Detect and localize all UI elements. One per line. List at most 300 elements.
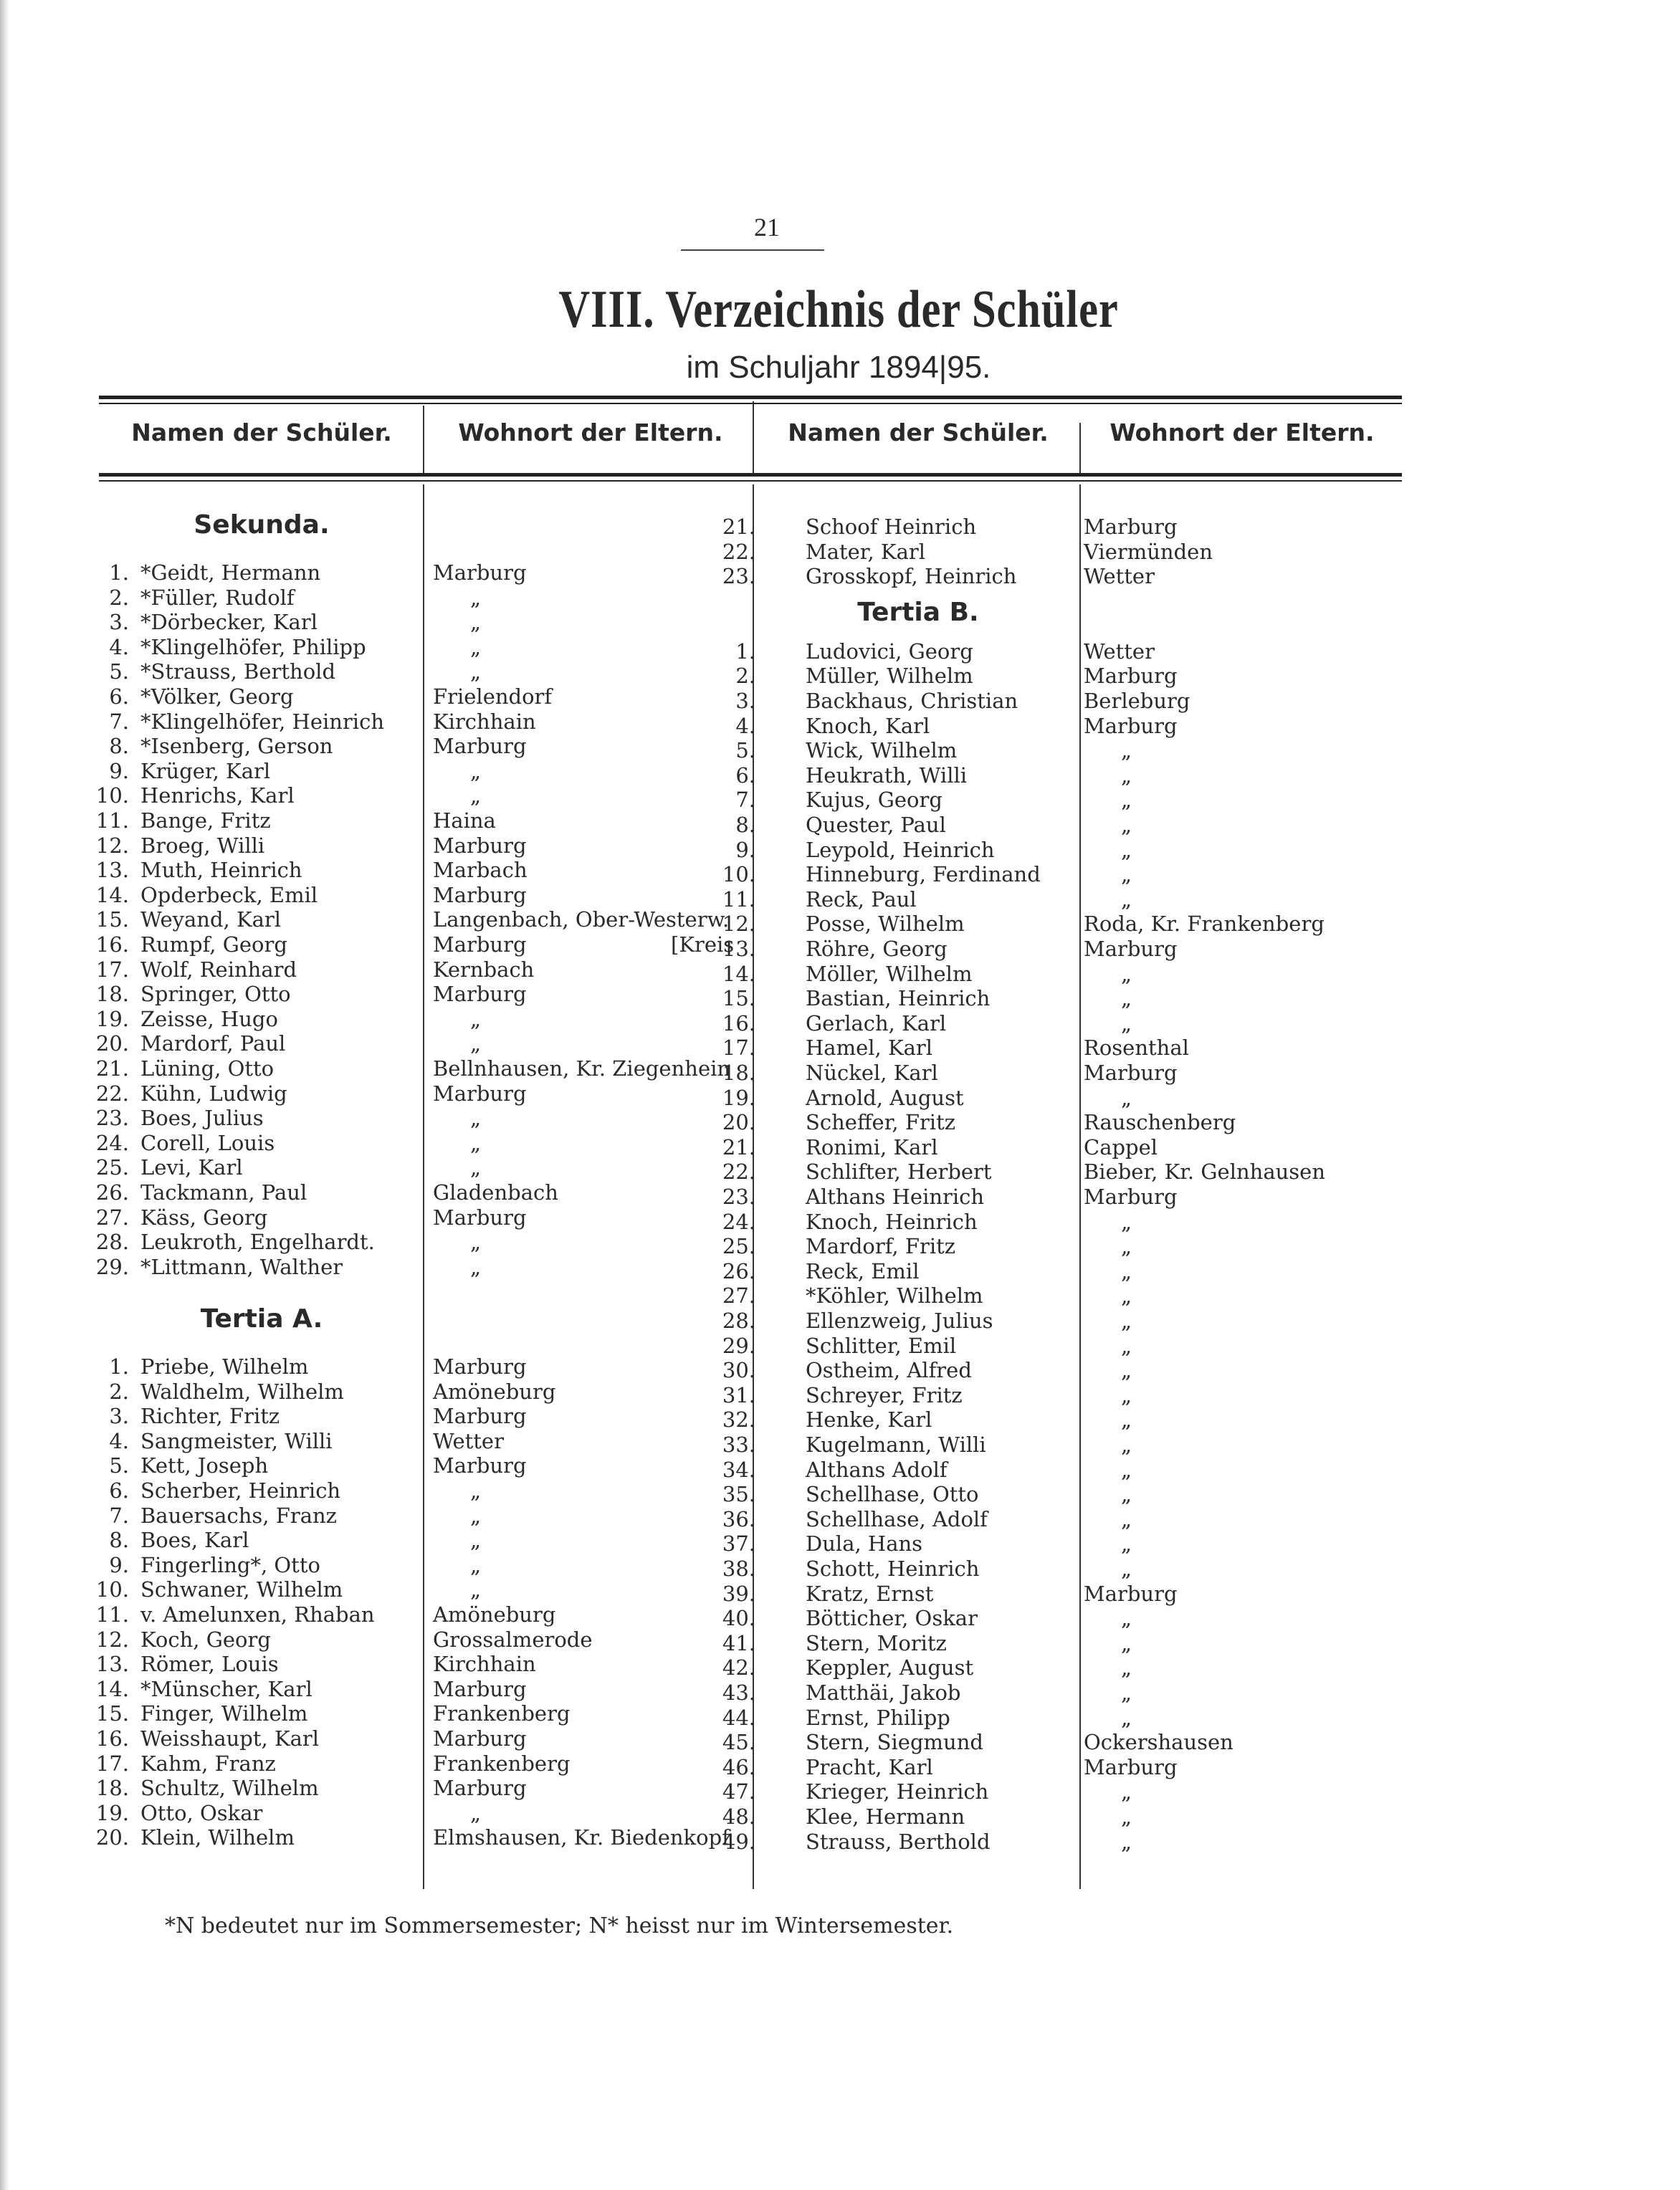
- residence-ditto: „: [1121, 837, 1132, 862]
- student-name: Heukrath, Willi: [806, 762, 968, 788]
- residence: Marburg: [1084, 713, 1178, 738]
- student-number: 19.: [95, 1800, 129, 1825]
- student-number: 11.: [95, 1602, 129, 1627]
- student-number: 25.: [722, 1234, 755, 1259]
- student-number: 3.: [735, 689, 755, 713]
- residence: Marburg: [1084, 664, 1178, 689]
- residence: Wetter: [433, 1428, 504, 1453]
- student-name: Möller, Wilhelm: [806, 961, 973, 986]
- student-number: 14.: [95, 882, 129, 907]
- student-name: Broeg, Willi: [140, 833, 265, 858]
- student-number: 5.: [109, 659, 129, 684]
- student-number: 39.: [722, 1581, 755, 1606]
- student-number: 10.: [95, 1577, 129, 1602]
- student-number: 14.: [95, 1676, 129, 1701]
- page-number: 21: [754, 213, 780, 242]
- student-name: Henke, Karl: [806, 1407, 932, 1433]
- table-top-rule-thin: [99, 403, 1402, 404]
- student-number: 18.: [95, 1776, 129, 1801]
- residence: Ockershausen: [1084, 1730, 1233, 1755]
- student-name: Mardorf, Paul: [140, 1031, 286, 1056]
- student-number: 1.: [109, 1354, 129, 1379]
- student-name: *Littmann, Walther: [140, 1254, 343, 1279]
- student-number: 14.: [722, 961, 755, 986]
- student-number: 6.: [109, 1478, 129, 1503]
- residence: Roda, Kr. Frankenberg: [1084, 912, 1325, 937]
- header-divider-1: [423, 406, 424, 473]
- student-number: 7.: [735, 788, 755, 813]
- student-name: *Klingelhöfer, Heinrich: [140, 709, 384, 734]
- student-name: Knoch, Karl: [806, 713, 930, 738]
- student-name: Gerlach, Karl: [806, 1010, 947, 1036]
- residence-ditto: „: [470, 1478, 482, 1503]
- residence: Elmshausen, Kr. Biedenkopf: [433, 1825, 730, 1850]
- residence: Kernbach: [433, 957, 535, 982]
- residence-ditto: „: [470, 1254, 482, 1279]
- student-name: Müller, Wilhelm: [806, 664, 973, 689]
- student-name: Reck, Paul: [806, 886, 917, 912]
- student-number: 17.: [95, 1751, 129, 1776]
- student-name: Hinneburg, Ferdinand: [806, 862, 1041, 887]
- student-name: Althans Heinrich: [806, 1185, 985, 1209]
- student-name: Schellhase, Otto: [806, 1482, 979, 1507]
- student-name: Römer, Louis: [140, 1652, 279, 1677]
- student-name: Grosskopf, Heinrich: [806, 564, 1017, 589]
- residence-ditto: „: [470, 1503, 482, 1528]
- footnote: *N bedeutet nur im Sommersemester; N* heisst nur im Wintersemester.: [165, 1913, 954, 1938]
- student-name: Keppler, August: [806, 1655, 974, 1680]
- residence-ditto: „: [470, 1031, 482, 1056]
- student-name: Wick, Wilhelm: [806, 738, 958, 763]
- student-name: Schott, Heinrich: [806, 1557, 980, 1581]
- student-name: Koch, Georg: [140, 1627, 271, 1652]
- residence: Haina: [433, 808, 496, 833]
- residence-ditto: „: [1121, 1382, 1132, 1407]
- residence-ditto: „: [470, 585, 482, 610]
- residence: Marburg: [433, 1676, 527, 1701]
- student-name: Ostheim, Alfred: [806, 1358, 972, 1383]
- residence: Frankenberg: [433, 1751, 571, 1776]
- residence-ditto: „: [1121, 1557, 1132, 1581]
- student-name: *Köhler, Wilhelm: [806, 1283, 983, 1309]
- residence: Rosenthal: [1084, 1036, 1189, 1061]
- student-name: Schellhase, Adolf: [806, 1506, 988, 1531]
- residence-ditto: „: [1121, 886, 1132, 912]
- student-number: 18.: [95, 982, 129, 1007]
- student-name: Knoch, Heinrich: [806, 1209, 978, 1234]
- student-name: Bange, Fritz: [140, 808, 271, 833]
- student-name: Käss, Georg: [140, 1205, 268, 1230]
- student-number: 49.: [722, 1829, 755, 1854]
- header-residence-left: Wohnort der Eltern.: [458, 419, 723, 446]
- student-number: 25.: [95, 1155, 129, 1180]
- residence: Gladenbach: [433, 1180, 558, 1205]
- header-divider-3: [1079, 423, 1081, 473]
- residence: Kirchhain: [433, 709, 536, 734]
- residence-ditto: „: [1121, 1606, 1132, 1631]
- student-number: 6.: [735, 762, 755, 788]
- student-number: 1.: [109, 560, 129, 585]
- student-number: 31.: [722, 1382, 755, 1407]
- residence: Kirchhain: [433, 1652, 536, 1677]
- student-number: 13.: [95, 1652, 129, 1677]
- student-number: 40.: [722, 1606, 755, 1631]
- residence-ditto: „: [470, 659, 482, 684]
- student-number: 21.: [722, 1134, 755, 1159]
- residence-ditto: „: [470, 1552, 482, 1577]
- student-number: 19.: [95, 1006, 129, 1031]
- student-number: 3.: [109, 610, 129, 635]
- student-number: 9.: [109, 758, 129, 783]
- student-number: 33.: [722, 1433, 755, 1457]
- student-name: Bötticher, Oskar: [806, 1606, 978, 1631]
- student-number: 18.: [722, 1061, 755, 1085]
- student-name: Tackmann, Paul: [140, 1180, 307, 1205]
- student-name: Weisshaupt, Karl: [140, 1726, 320, 1751]
- student-number: 8.: [735, 813, 755, 837]
- residence: Rauschenberg: [1084, 1110, 1236, 1135]
- student-name: Reck, Emil: [806, 1258, 920, 1283]
- student-name: Schultz, Wilhelm: [140, 1776, 319, 1801]
- residence-ditto: „: [470, 1006, 482, 1031]
- student-number: 16.: [95, 932, 129, 957]
- student-name: Kratz, Ernst: [806, 1581, 934, 1606]
- residence-ditto: „: [1121, 738, 1132, 763]
- student-name: Althans Adolf: [806, 1457, 948, 1482]
- residence-ditto: „: [1121, 1433, 1132, 1457]
- residence: Marburg: [433, 1081, 527, 1106]
- student-name: Scheffer, Fritz: [806, 1110, 956, 1135]
- student-number: 9.: [109, 1552, 129, 1577]
- student-number: 28.: [722, 1309, 755, 1333]
- student-number: 24.: [722, 1209, 755, 1234]
- student-name: *Strauss, Berthold: [140, 659, 336, 684]
- student-number: 15.: [95, 907, 129, 932]
- student-number: 2.: [735, 664, 755, 689]
- residence-ditto: „: [1121, 1630, 1132, 1655]
- residence: Bellnhausen, Kr. Ziegenhein: [433, 1056, 731, 1081]
- student-name: Ludovici, Georg: [806, 639, 973, 664]
- residence-ditto: „: [470, 1106, 482, 1131]
- student-name: *Klingelhöfer, Philipp: [140, 634, 366, 659]
- header-bottom-rule: [99, 473, 1402, 477]
- residence: Bieber, Kr. Gelnhausen: [1084, 1159, 1326, 1185]
- residence-ditto: „: [1121, 862, 1132, 887]
- student-number: 11.: [722, 886, 755, 912]
- student-name: Schlifter, Herbert: [806, 1159, 992, 1185]
- residence-ditto: „: [470, 1577, 482, 1602]
- student-number: 2.: [109, 585, 129, 610]
- residence: Frankenberg: [433, 1701, 571, 1726]
- residence: Marburg: [433, 1354, 527, 1379]
- residence-ditto: „: [1121, 1358, 1132, 1383]
- student-number: 27.: [95, 1205, 129, 1230]
- student-name: Ronimi, Karl: [806, 1134, 938, 1159]
- student-name: Wolf, Reinhard: [140, 957, 297, 982]
- student-number: 9.: [735, 837, 755, 862]
- residence: Marburg: [1084, 1754, 1178, 1779]
- header-names-left: Namen der Schüler.: [131, 419, 392, 446]
- student-name: Levi, Karl: [140, 1155, 243, 1180]
- student-name: Springer, Otto: [140, 982, 291, 1007]
- student-name: Bastian, Heinrich: [806, 986, 991, 1011]
- residence-ditto: „: [470, 634, 482, 659]
- residence: Wetter: [1084, 639, 1155, 664]
- page-number-rule: [681, 249, 824, 251]
- residence-ditto: „: [1121, 1804, 1132, 1829]
- student-number: 15.: [95, 1701, 129, 1726]
- student-number: 22.: [722, 539, 755, 564]
- residence: Marburg: [433, 932, 527, 957]
- residence-ditto: „: [1121, 1506, 1132, 1531]
- student-number: 21.: [722, 515, 755, 539]
- residence: Marburg: [1084, 1185, 1178, 1209]
- residence-ditto: „: [1121, 1655, 1132, 1680]
- student-name: Otto, Oskar: [140, 1800, 263, 1825]
- student-name: Röhre, Georg: [806, 937, 948, 961]
- student-number: 34.: [722, 1457, 755, 1482]
- residence: Wetter: [1084, 564, 1155, 589]
- student-number: 15.: [722, 986, 755, 1011]
- student-number: 23.: [95, 1106, 129, 1131]
- student-number: 20.: [722, 1110, 755, 1135]
- residence-ditto: „: [1121, 1234, 1132, 1259]
- student-name: Priebe, Wilhelm: [140, 1354, 309, 1379]
- student-number: 10.: [95, 783, 129, 808]
- student-name: Henrichs, Karl: [140, 783, 295, 808]
- residence-ditto: „: [1121, 1010, 1132, 1036]
- residence: Marburg: [1084, 937, 1178, 961]
- student-number: 47.: [722, 1779, 755, 1804]
- student-number: 19.: [722, 1085, 755, 1110]
- student-number: 20.: [95, 1825, 129, 1850]
- student-name: Boes, Julius: [140, 1106, 264, 1131]
- student-name: Weyand, Karl: [140, 907, 282, 932]
- residence: Marburg: [433, 560, 527, 585]
- residence-ditto: „: [1121, 1829, 1132, 1854]
- scan-edge: [0, 0, 10, 2190]
- student-name: Stern, Siegmund: [806, 1730, 983, 1755]
- residence-ditto: „: [1121, 1779, 1132, 1804]
- residence-ditto: „: [1121, 1309, 1132, 1333]
- student-name: Klee, Hermann: [806, 1804, 965, 1829]
- student-name: Waldhelm, Wilhelm: [140, 1379, 344, 1404]
- residence: Marburg: [1084, 1581, 1178, 1606]
- residence-ditto: „: [1121, 986, 1132, 1011]
- residence-ditto: „: [1121, 1680, 1132, 1705]
- student-name: Rumpf, Georg: [140, 932, 287, 957]
- page-subtitle: im Schuljahr 1894|95.: [686, 350, 991, 385]
- residence-ditto: „: [470, 758, 482, 783]
- residence-continuation: [Kreis: [671, 932, 735, 957]
- student-name: Klein, Wilhelm: [140, 1825, 295, 1850]
- student-number: 8.: [109, 1528, 129, 1553]
- residence-ditto: „: [1121, 1457, 1132, 1482]
- student-name: Boes, Karl: [140, 1528, 249, 1553]
- student-name: Opderbeck, Emil: [140, 882, 318, 907]
- student-name: Pracht, Karl: [806, 1754, 933, 1779]
- student-number: 4.: [109, 1428, 129, 1453]
- residence-ditto: „: [470, 783, 482, 808]
- student-number: 12.: [722, 912, 755, 937]
- residence-ditto: „: [1121, 1705, 1132, 1730]
- student-name: *Isenberg, Gerson: [140, 734, 333, 759]
- student-number: 32.: [722, 1407, 755, 1433]
- residence: Marburg: [433, 1776, 527, 1801]
- student-name: Ellenzweig, Julius: [806, 1309, 993, 1333]
- residence-ditto: „: [1121, 788, 1132, 813]
- student-number: 21.: [95, 1056, 129, 1081]
- header-residence-right: Wohnort der Eltern.: [1109, 419, 1375, 446]
- residence-ditto: „: [470, 1230, 482, 1255]
- student-number: 13.: [95, 858, 129, 883]
- student-number: 16.: [95, 1726, 129, 1751]
- header-divider-2: [753, 401, 754, 473]
- student-name: Richter, Fritz: [140, 1404, 280, 1429]
- student-number: 16.: [722, 1010, 755, 1036]
- student-name: Strauss, Berthold: [806, 1829, 991, 1854]
- student-name: Mardorf, Fritz: [806, 1234, 956, 1259]
- student-number: 10.: [722, 862, 755, 887]
- student-name: Backhaus, Christian: [806, 689, 1018, 713]
- student-name: Corell, Louis: [140, 1130, 275, 1155]
- student-number: 43.: [722, 1680, 755, 1705]
- residence-ditto: „: [1121, 1333, 1132, 1358]
- residence: Cappel: [1084, 1134, 1158, 1159]
- student-name: Zeisse, Hugo: [140, 1006, 278, 1031]
- student-name: Schwaner, Wilhelm: [140, 1577, 343, 1602]
- student-number: 45.: [722, 1730, 755, 1755]
- residence-ditto: „: [470, 1528, 482, 1553]
- residence: Marburg: [433, 833, 527, 858]
- residence: Marburg: [433, 982, 527, 1007]
- student-name: Kett, Joseph: [140, 1453, 269, 1478]
- student-number: 22.: [722, 1159, 755, 1185]
- student-number: 7.: [109, 709, 129, 734]
- residence-ditto: „: [470, 1155, 482, 1180]
- student-number: 35.: [722, 1482, 755, 1507]
- student-number: 4.: [109, 634, 129, 659]
- student-number: 1.: [735, 639, 755, 664]
- residence-ditto: „: [470, 610, 482, 635]
- student-number: 30.: [722, 1358, 755, 1383]
- student-name: Muth, Heinrich: [140, 858, 302, 883]
- page-title: VIII. Verzeichnis der Schüler: [558, 280, 1119, 339]
- student-name: Schoof Heinrich: [806, 515, 977, 539]
- student-name: Lüning, Otto: [140, 1056, 275, 1081]
- student-name: *Füller, Rudolf: [140, 585, 295, 610]
- student-name: Kahm, Franz: [140, 1751, 276, 1776]
- residence: Grossalmerode: [433, 1627, 593, 1652]
- residence-ditto: „: [1121, 1209, 1132, 1234]
- student-name: Quester, Paul: [806, 813, 946, 837]
- student-number: 22.: [95, 1081, 129, 1106]
- residence-ditto: „: [1121, 1258, 1132, 1283]
- student-number: 11.: [95, 808, 129, 833]
- residence: Marburg: [433, 882, 527, 907]
- residence: Marburg: [433, 1453, 527, 1478]
- student-name: Mater, Karl: [806, 539, 926, 564]
- residence-ditto: „: [1121, 813, 1132, 837]
- residence-ditto: „: [1121, 1283, 1132, 1309]
- student-number: 5.: [109, 1453, 129, 1478]
- residence-ditto: „: [1121, 1407, 1132, 1433]
- table-top-rule: [99, 396, 1402, 399]
- student-number: 38.: [722, 1557, 755, 1581]
- student-name: v. Amelunxen, Rhaban: [140, 1602, 375, 1627]
- student-name: *Geidt, Hermann: [140, 560, 321, 585]
- student-number: 17.: [95, 957, 129, 982]
- student-number: 8.: [109, 734, 129, 759]
- student-number: 5.: [735, 738, 755, 763]
- residence: Berleburg: [1084, 689, 1190, 713]
- section-heading: Sekunda.: [194, 510, 330, 540]
- student-name: Krüger, Karl: [140, 758, 271, 783]
- column-divider-1: [423, 484, 424, 1889]
- residence: Marburg: [433, 1726, 527, 1751]
- student-number: 29.: [95, 1254, 129, 1279]
- student-name: Schlitter, Emil: [806, 1333, 957, 1358]
- student-number: 44.: [722, 1705, 755, 1730]
- student-number: 4.: [735, 713, 755, 738]
- student-name: Ernst, Philipp: [806, 1705, 950, 1730]
- student-number: 27.: [722, 1283, 755, 1309]
- student-name: *Völker, Georg: [140, 684, 294, 709]
- residence-ditto: „: [1121, 1482, 1132, 1507]
- residence: Frielendorf: [433, 684, 553, 709]
- residence: Amöneburg: [433, 1379, 556, 1404]
- student-name: Nückel, Karl: [806, 1061, 938, 1085]
- residence-ditto: „: [470, 1130, 482, 1155]
- residence-ditto: „: [1121, 762, 1132, 788]
- student-number: 37.: [722, 1531, 755, 1557]
- student-name: Schreyer, Fritz: [806, 1382, 963, 1407]
- student-name: *Münscher, Karl: [140, 1676, 312, 1701]
- residence: Langenbach, Ober-Westerw.: [433, 907, 730, 932]
- section-heading: Tertia A.: [200, 1304, 323, 1334]
- student-number: 26.: [95, 1180, 129, 1205]
- student-name: Sangmeister, Willi: [140, 1428, 333, 1453]
- student-name: Hamel, Karl: [806, 1036, 933, 1061]
- student-number: 23.: [722, 564, 755, 589]
- student-number: 23.: [722, 1185, 755, 1209]
- residence-ditto: „: [1121, 1531, 1132, 1557]
- student-name: Kühn, Ludwig: [140, 1081, 287, 1106]
- student-name: Kujus, Georg: [806, 788, 942, 813]
- student-number: 41.: [722, 1630, 755, 1655]
- student-name: Arnold, August: [806, 1085, 964, 1110]
- student-name: Leypold, Heinrich: [806, 837, 995, 862]
- student-number: 13.: [722, 937, 755, 961]
- student-name: Kugelmann, Willi: [806, 1433, 986, 1457]
- student-name: Scherber, Heinrich: [140, 1478, 341, 1503]
- residence: Viermünden: [1084, 539, 1213, 564]
- student-number: 42.: [722, 1655, 755, 1680]
- student-name: Krieger, Heinrich: [806, 1779, 989, 1804]
- residence: Marburg: [433, 734, 527, 759]
- student-name: Bauersachs, Franz: [140, 1503, 337, 1528]
- residence: Marburg: [1084, 515, 1178, 539]
- residence: Amöneburg: [433, 1602, 556, 1627]
- section-heading: Tertia B.: [857, 597, 979, 627]
- column-divider-3: [1079, 484, 1081, 1889]
- residence: Marburg: [433, 1205, 527, 1230]
- student-number: 24.: [95, 1130, 129, 1155]
- header-bottom-rule-thin: [99, 480, 1402, 482]
- student-name: *Dörbecker, Karl: [140, 610, 318, 635]
- student-number: 48.: [722, 1804, 755, 1829]
- student-name: Stern, Moritz: [806, 1630, 947, 1655]
